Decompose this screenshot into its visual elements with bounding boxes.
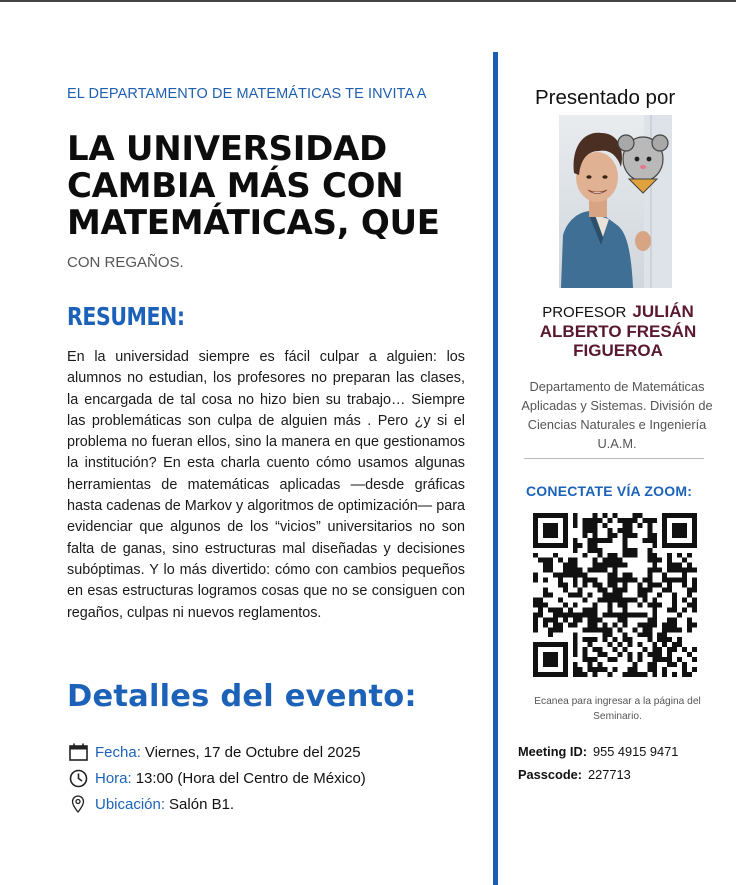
resumen-body: En la universidad siempre es fácil culpar a alguien: los alumnos no estudian, los profesores no preparan las clases, la encargada de tal cosa no hizo bien su trabajo… Siempre las problemáticas son culpa de alguien más . Pero ¿y si el problema no fueran ellos, sino la manera en que gestionamos la institución? En esta charla cuento cómo usamos algunas herramientas de matemáticas aplicadas —desde gráficas hasta cadenas de Markov y algoritmos de optimización— para evidenciar que algunos de los “vicios” universitarios no son falta de ganas, sino estructuras mal diseñadas y decisiones subóptimas. Y lo más divertido: cómo con cambios pequeños en esas estructuras logramos cosas que no se consiguen con regaños, culpas ni nuevos reglamentos.: [67, 349, 465, 621]
details-heading: Detalles del evento:: [67, 679, 417, 714]
hora-value: 13:00 (Hora del Centro de México): [135, 769, 366, 787]
fecha-label: Fecha:: [95, 743, 141, 761]
presenter-name: [518, 302, 718, 360]
passcode-row: [518, 767, 631, 782]
zoom-heading: CONECTATE VÍA ZOOM:: [526, 483, 693, 499]
meeting-id-label: Meeting ID:: [518, 744, 587, 759]
fecha-row: [67, 741, 361, 763]
presenter-name-line: FIGUEROA: [573, 341, 663, 360]
section-separator: [524, 458, 704, 459]
calendar-icon: [67, 741, 89, 763]
ubicacion-value: Salón B1.: [169, 795, 235, 813]
fecha-value: Viernes, 17 de Octubre del 2025: [144, 743, 361, 761]
location-pin-icon: [67, 793, 89, 815]
ubicacion-row: [67, 793, 234, 815]
hora-label: Hora:: [95, 769, 132, 787]
presented-heading: Presentado por: [535, 86, 676, 109]
title-line: LA UNIVERSIDAD: [67, 129, 387, 169]
title-continuation: CON REGAÑOS.: [67, 254, 184, 271]
presenter-photo: [559, 115, 672, 288]
title-line: MATEMÁTICAS, QUE: [67, 203, 440, 243]
top-rule: [0, 0, 736, 2]
presenter-department: Departamento de Matemáticas Aplicadas y Sistemas. División de Ciencias Naturales e Ingeniería U.A.M.: [521, 379, 713, 451]
resumen-heading: RESUMEN:: [67, 302, 185, 331]
invite-line: EL DEPARTAMENTO DE MATEMÁTICAS TE INVITA A: [67, 86, 427, 102]
meeting-id-value: 955 4915 9471: [592, 744, 679, 759]
presenter-name-line: JULIÁN: [632, 302, 694, 321]
column-divider: [493, 52, 498, 885]
ubicacion-label: Ubicación:: [95, 795, 166, 813]
page-title: [67, 131, 487, 242]
scan-instructions: Ecanea para ingresar a la página del Seminario.: [534, 696, 701, 722]
clock-icon: [67, 767, 89, 789]
meeting-id-row: [518, 744, 678, 759]
passcode-label: Passcode:: [518, 767, 583, 782]
title-line: CAMBIA MÁS CON: [67, 166, 404, 206]
presenter-prefix: PROFESOR: [542, 304, 627, 321]
hora-row: [67, 767, 366, 789]
passcode-value: 227713: [588, 767, 631, 782]
zoom-qr-code[interactable]: [533, 513, 697, 677]
presenter-name-line: ALBERTO FRESÁN: [539, 322, 697, 341]
